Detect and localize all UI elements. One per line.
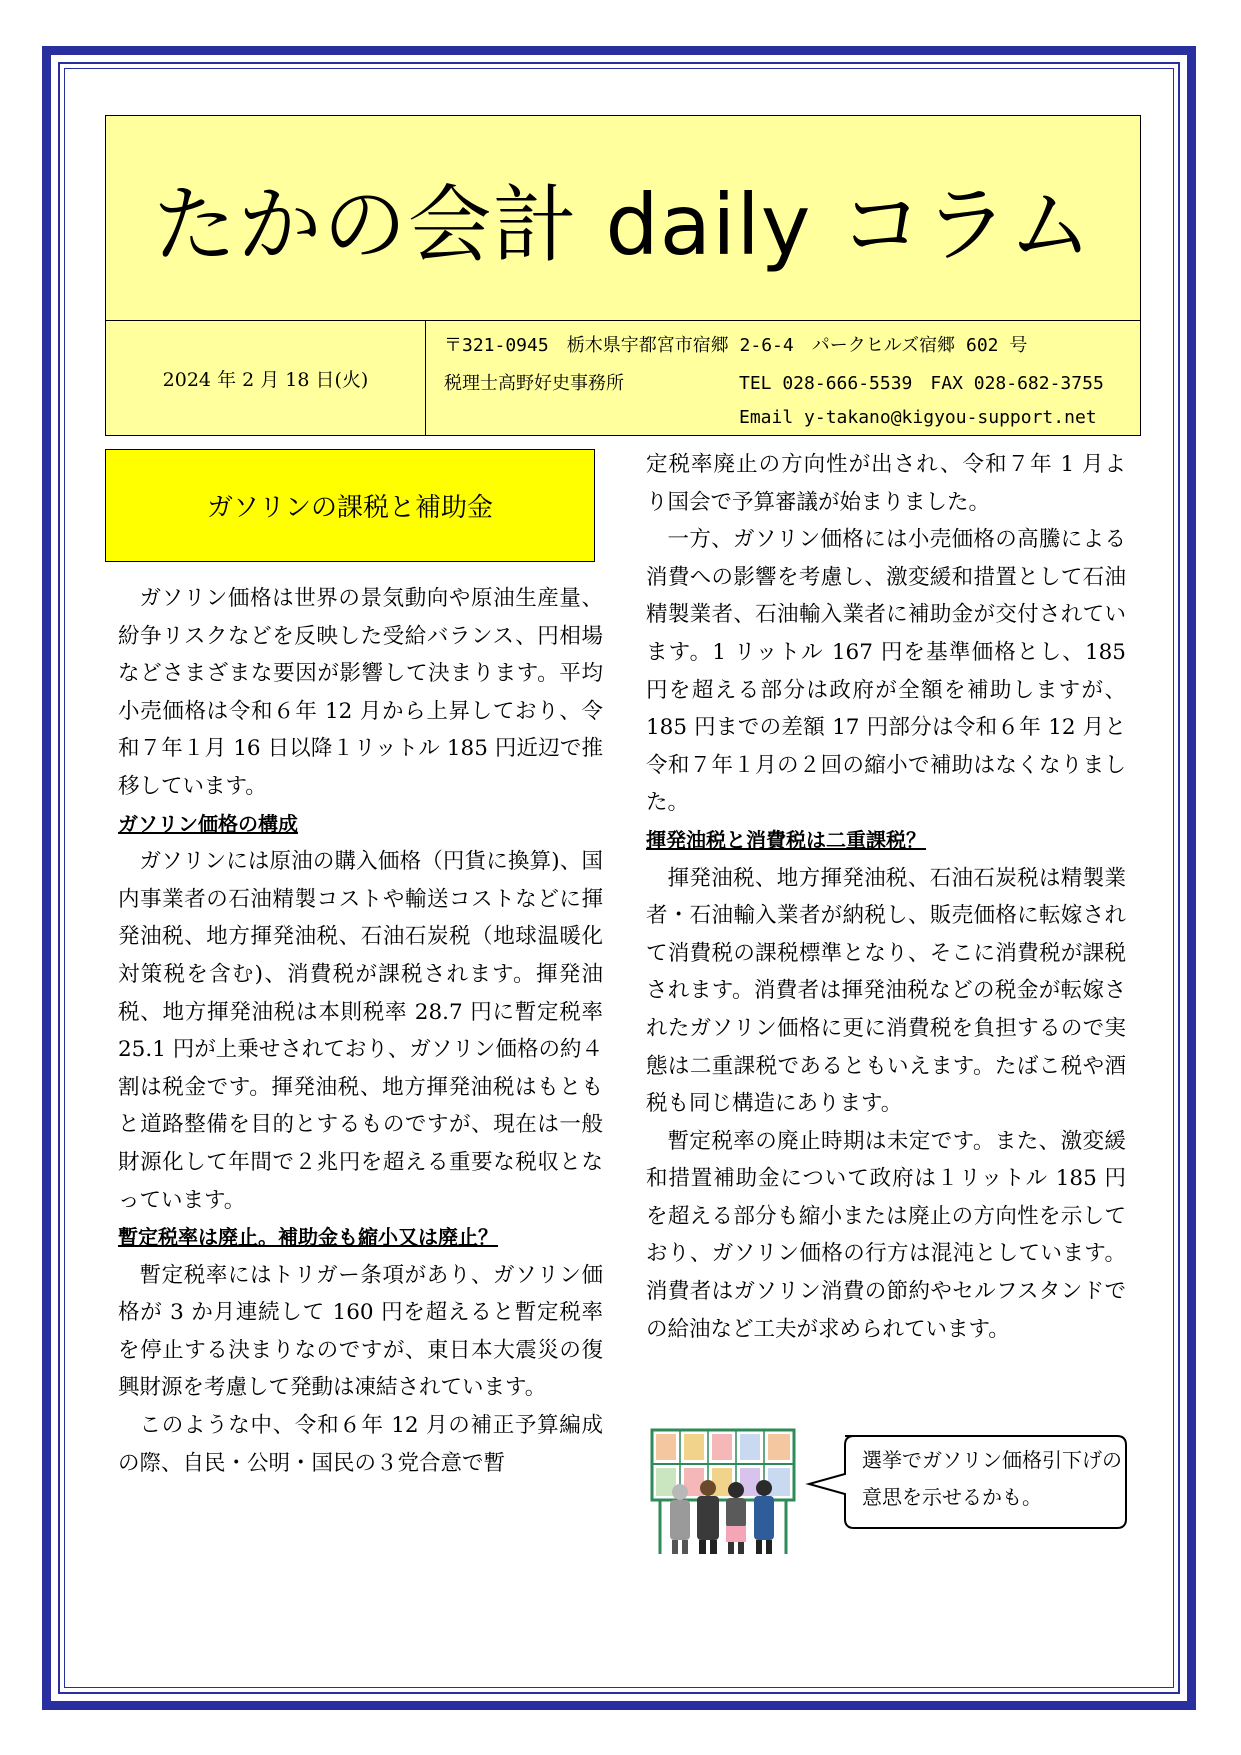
section3-heading: 揮発油税と消費税は二重課税？ [646, 827, 926, 852]
section2-paragraph-1: 暫定税率にはトリガー条項があり、ガソリン価格が 3 か月連続して 160 円を超えると暫定税率を停止する決まりなのですが、東日本大震災の復興財源を考慮して発動は凍結されています。 [118, 1262, 603, 1401]
section2-paragraph-2-start: このような中、令和６年 12 月の補正予算編成の際、自民・公明・国民の３党合意で暫 [118, 1413, 603, 1476]
right-column [646, 446, 1126, 1348]
section2-heading: 暫定税率は廃止。補助金も縮小又は廃止？ [118, 1225, 498, 1250]
section1-paragraph: ガソリンには原油の購入価格（円貨に換算)、国内事業者の石油精製コストや輸送コストなどに揮発油税、地方揮発油税、石油石炭税（地球温暖化対策税を含む)、消費税が課税されます。揮発油税、地方揮発油税は本則税率 28.7 円に暫定税率 25.1 円が上乗せされており、ガソリン価格の約４割は税金です。揮発油税、地方揮発油税はもともと道路整備を目的とするものですが、現在は一般財源化して年間で２兆円を超える重要な税収となっています。 [118, 849, 603, 1213]
intro-paragraph: ガソリン価格は世界の景気動向や原油生産量、紛争リスクなどを反映した受給バランス、円相場などさまざまな要因が影響して決まります。平均小売価格は令和６年 12 月から上昇しており、令和７年１月 16 日以降１リットル 185 円近辺で推移しています。 [118, 586, 603, 799]
office-email: Email y-takano@kigyou-support.net [739, 407, 1097, 428]
office-info [439, 321, 1139, 436]
section3-paragraph-1: 揮発油税、地方揮発油税、石油石炭税は精製業者・石油輸入業者が納税し、販売価格に転嫁されて消費税の課税標準となり、そこに消費税が課税されます。消費者は揮発油税などの税金が転嫁されたガソリン価格に更に消費税を負担するので実態は二重課税であるともいえます。たばこ税や酒税も同じ構造にあります。 [646, 865, 1126, 1117]
section2-paragraph-2-end: 定税率廃止の方向性が出され、令和７年 1 月より国会で予算審議が始まりました。 [646, 452, 1126, 515]
office-phone-fax: TEL 028-666-5539 FAX 028-682-3755 [739, 373, 1104, 394]
voters-election-poster-illustration [650, 1428, 796, 1556]
section3-paragraph-2: 暫定税率の廃止時期は未定です。また、激変緩和措置補助金について政府は１リットル 185 円を超える部分も縮小または廃止の方向性を示しており、ガソリン価格の行方は混沌としています。消費者はガソリン消費の節約やセルフスタンドでの給油など工夫が求められています。 [646, 1128, 1126, 1342]
newsletter-header [105, 115, 1141, 436]
newsletter-title: たかの会計 daily コラム [106, 116, 1140, 321]
office-name: 税理士高野好史事務所 [444, 373, 624, 394]
speech-bubble-text: 選挙でガソリン価格引下げの意思を示せるかも。 [862, 1448, 1122, 1509]
article-title: ガソリンの課税と補助金 [105, 449, 595, 562]
section1-heading: ガソリン価格の構成 [118, 811, 298, 836]
office-address: 〒321-0945 栃木県宇都宮市宿郷 2-6-4 パークヒルズ宿郷 602 号 [444, 335, 1028, 356]
issue-date: 2024 年 2 月 18 日(火) [106, 321, 426, 436]
left-column [118, 580, 603, 1482]
section2-paragraph-3: 一方、ガソリン価格には小売価格の高騰による消費への影響を考慮し、激変緩和措置として石油精製業者、石油輸入業者に補助金が交付されています。1 リットル 167 円を基準価格とし、185 円を超える部分は政府が全額を補助しますが、185 円までの差額 17 円部分は令和６年 12 月と令和７年１月の２回の縮小で補助はなくなりました。 [646, 527, 1126, 816]
